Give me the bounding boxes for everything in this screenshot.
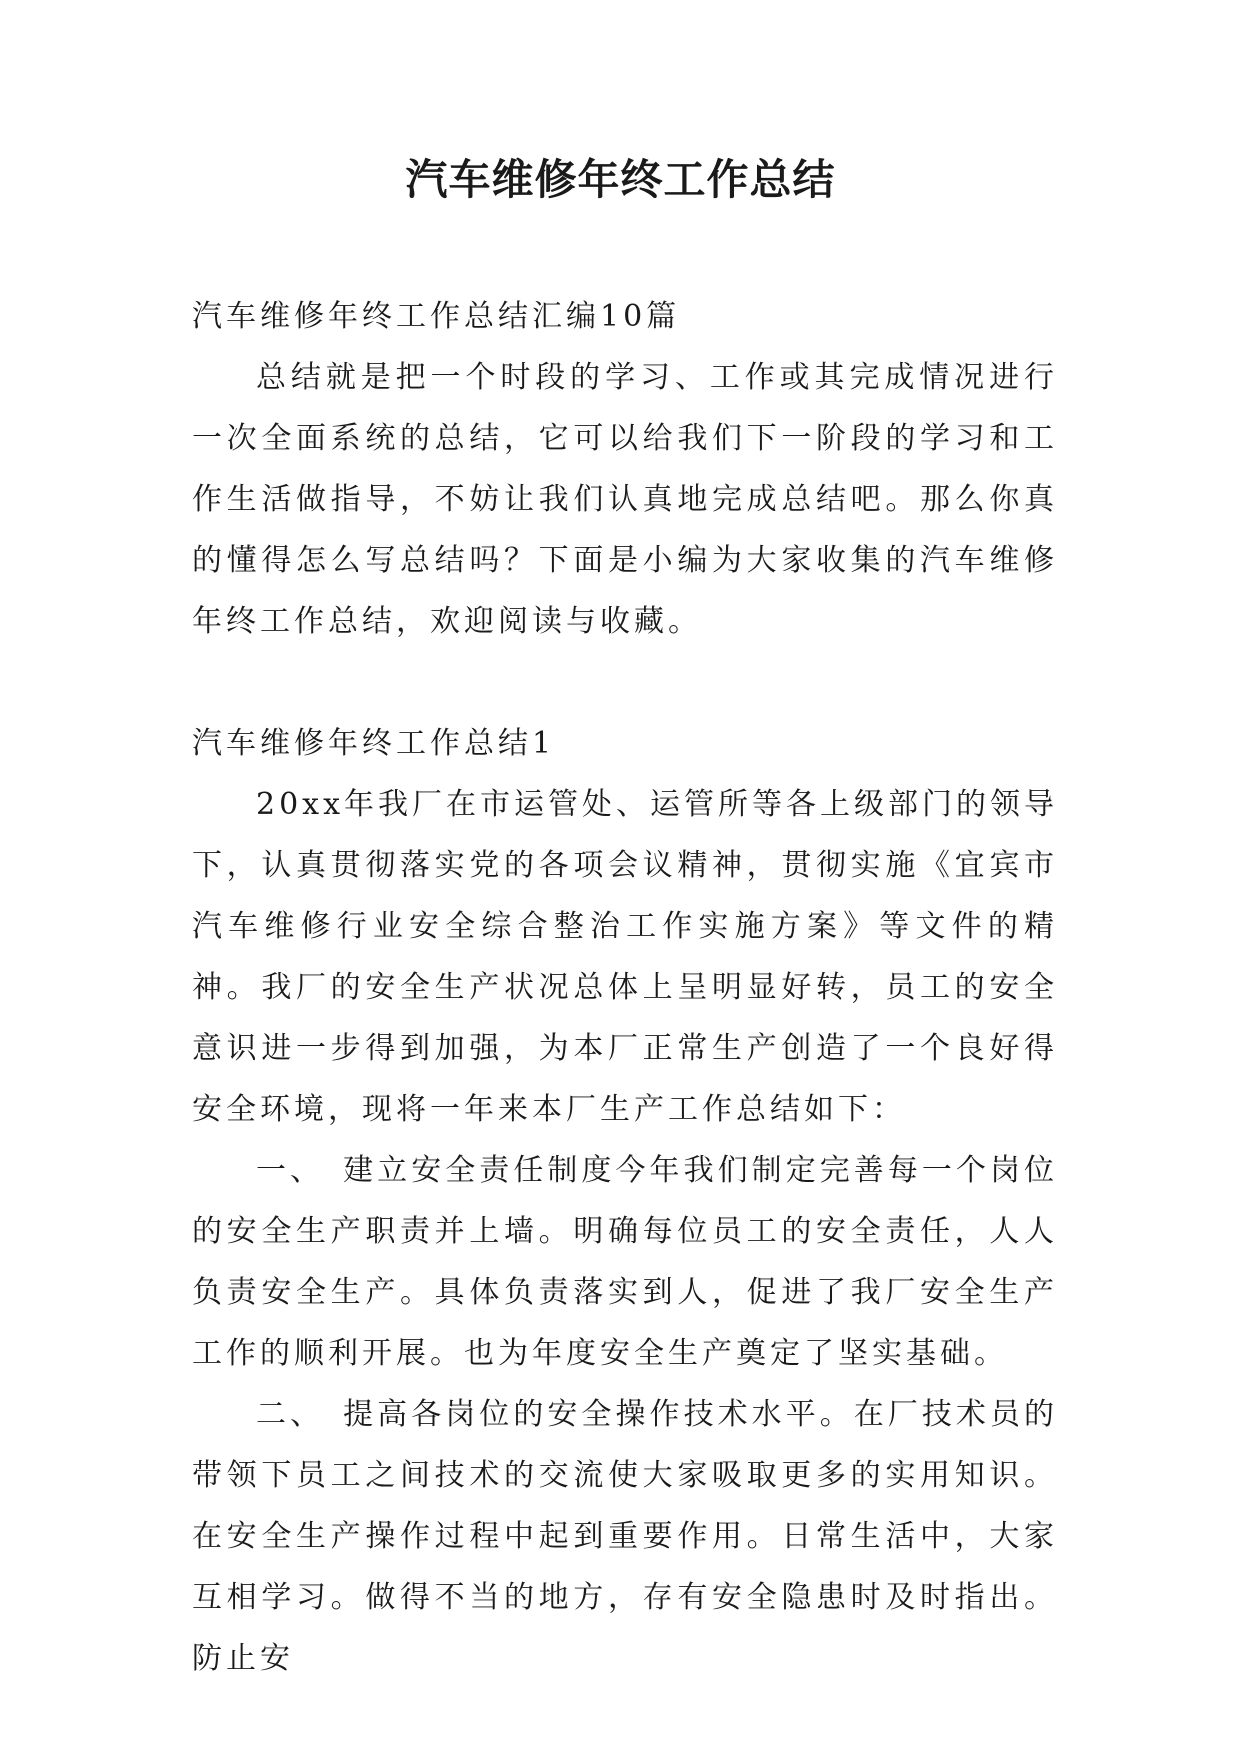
document-title: 汽车维修年终工作总结 bbox=[405, 155, 836, 204]
section-spacer bbox=[192, 652, 1058, 713]
body-paragraph-3: 二、 提高各岗位的安全操作技术水平。在厂技术员的带领下员工之间技术的交流使大家吸取更多的实用知识。在安全生产操作过程中起到重要作用。日常生活中，大家互相学习。做得不当的地方，存有安全隐患时及时指出。防止安 bbox=[192, 1397, 1058, 1676]
body-paragraph-2: 一、 建立安全责任制度今年我们制定完善每一个岗位的安全生产职责并上墙。明确每位员工的安全责任，人人负责安全生产。具体负责落实到人，促进了我厂安全生产工作的顺利开展。也为年度安全生产奠定了坚实基础。 bbox=[192, 1153, 1058, 1371]
document-subtitle: 汽车维修年终工作总结汇编10篇 bbox=[192, 299, 681, 334]
document-body bbox=[192, 286, 1058, 1689]
section-heading: 汽车维修年终工作总结1 bbox=[192, 726, 556, 761]
body-paragraph-1: 20xx年我厂在市运管处、运管所等各上级部门的领导下，认真贯彻落实党的各项会议精神，贯彻实施《宜宾市汽车维修行业安全综合整治工作实施方案》等文件的精神。我厂的安全生产状况总体上呈明显好转，员工的安全意识进一步得到加强，为本厂正常生产创造了一个良好得安全环境，现将一年来本厂生产工作总结如下： bbox=[192, 787, 1059, 1127]
intro-paragraph: 总结就是把一个时段的学习、工作或其完成情况进行一次全面系统的总结，它可以给我们下一阶段的学习和工作生活做指导，不妨让我们认真地完成总结吧。那么你真的懂得怎么写总结吗？下面是小编为大家收集的汽车维修年终工作总结，欢迎阅读与收藏。 bbox=[192, 360, 1058, 639]
